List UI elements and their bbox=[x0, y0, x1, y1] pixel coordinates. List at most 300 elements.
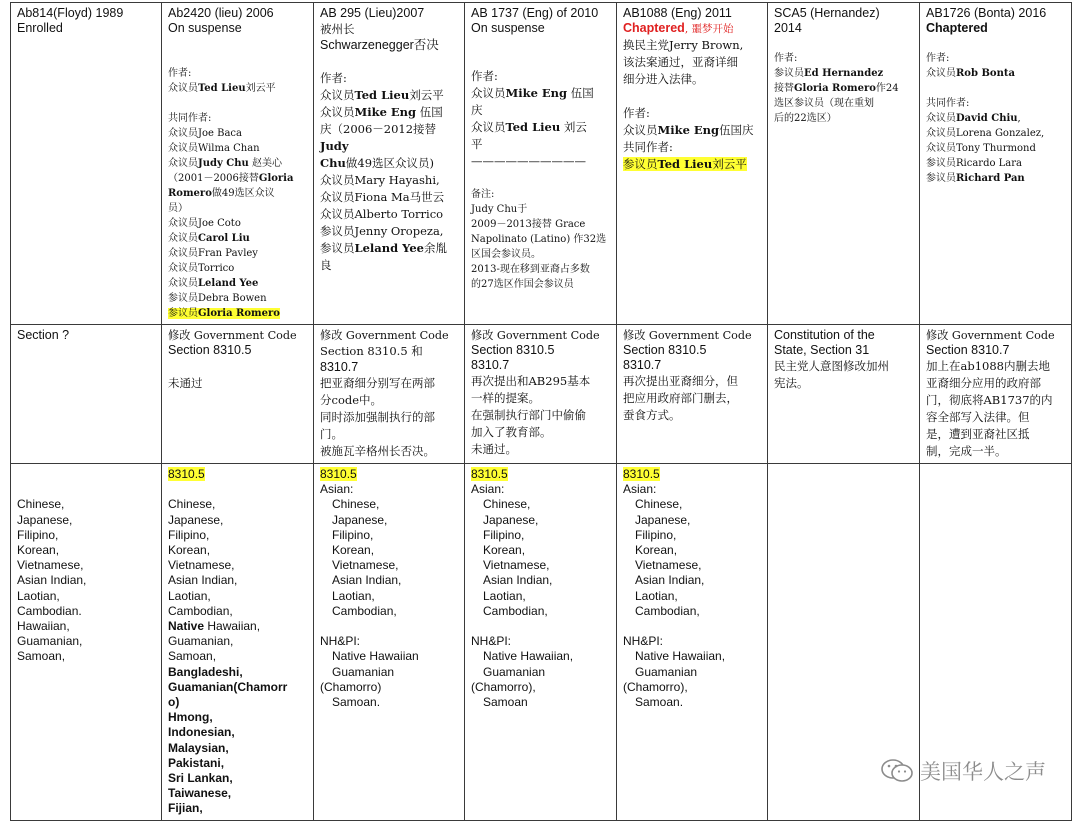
author-role: 作者: bbox=[774, 53, 798, 64]
highlight-mark bbox=[168, 308, 280, 319]
cell-section bbox=[768, 325, 920, 464]
author-line bbox=[320, 172, 458, 189]
section-line: 8310.7 bbox=[471, 358, 510, 372]
bill-status: On suspense bbox=[168, 21, 242, 35]
author-line bbox=[168, 81, 307, 96]
authors-list bbox=[623, 37, 761, 173]
group-item: Bangladeshi, bbox=[168, 664, 243, 679]
section-lines bbox=[17, 328, 155, 343]
author-line bbox=[926, 171, 1065, 186]
group-item: Korean, bbox=[635, 543, 678, 558]
author-role: 2013-现在移到亚裔占多数 bbox=[471, 264, 590, 275]
section-line: Section 8310.5 bbox=[471, 343, 555, 357]
chaptered-label: Chaptered bbox=[623, 21, 685, 35]
group-item bbox=[471, 467, 610, 482]
section-line: 修改 Government Code bbox=[471, 329, 600, 342]
author-role: 区国会参议员。 bbox=[471, 249, 541, 260]
author-role: Napolinato (Latino) 作32选 bbox=[471, 234, 607, 245]
author-role: 众议员Torrico bbox=[168, 263, 235, 274]
group-item: Filipino, bbox=[483, 527, 525, 542]
group-item: Sri Lankan, bbox=[168, 771, 233, 786]
group-item: (Chamorro) bbox=[320, 679, 382, 694]
author-line bbox=[168, 276, 307, 291]
author-line bbox=[471, 102, 610, 119]
author-name: Ed Hernandez bbox=[804, 68, 884, 79]
author-role: （2001－2006接替 bbox=[168, 173, 259, 184]
author-name: Ted Lieu bbox=[354, 88, 410, 102]
group-item: o) bbox=[168, 695, 180, 710]
group-item: Korean, bbox=[168, 543, 211, 558]
cell-header-ab1726 bbox=[920, 3, 1072, 325]
author-line bbox=[623, 122, 761, 139]
cell-header-ab814 bbox=[11, 3, 162, 325]
author-note: 伍国 bbox=[416, 105, 443, 119]
author-line bbox=[168, 291, 307, 306]
group-item: Guamanian bbox=[635, 664, 698, 679]
group-item bbox=[17, 467, 155, 482]
author-role: 作者: bbox=[623, 106, 650, 120]
author-name: Gloria Romero bbox=[198, 308, 280, 319]
group-item: Native Hawaiian, bbox=[483, 649, 574, 664]
group-item: Vietnamese, bbox=[483, 558, 550, 573]
group-item: Guamanian, bbox=[168, 634, 234, 649]
group-item: Cambodian, bbox=[635, 603, 700, 618]
group-item-rest: Hawaiian, bbox=[204, 619, 261, 634]
group-item: Vietnamese, bbox=[168, 558, 235, 573]
author-line bbox=[168, 216, 307, 231]
section-line: 是，遭到亚裔社区抵 bbox=[926, 427, 1030, 441]
cell-groups bbox=[314, 464, 465, 821]
group-item: Vietnamese, bbox=[332, 558, 399, 573]
author-role: 庆（2006－2012接替 bbox=[320, 122, 437, 136]
cell-section bbox=[617, 325, 768, 464]
author-role: 后的22选区） bbox=[774, 113, 837, 124]
group-item bbox=[320, 467, 458, 482]
author-line bbox=[926, 111, 1065, 126]
author-name: Judy bbox=[320, 139, 349, 153]
cell-section bbox=[920, 325, 1072, 464]
author-role: 众议员Fran Pavley bbox=[168, 248, 258, 259]
cell-header-ab2420 bbox=[162, 3, 314, 325]
group-item: Samoan. bbox=[635, 695, 684, 710]
author-role: 作者: bbox=[471, 69, 498, 83]
section-line: 在强制执行部门中偷偷 bbox=[471, 408, 586, 422]
bill-title: AB 295 (Lieu)2007 bbox=[320, 6, 425, 20]
section-line: 分code中。 bbox=[320, 393, 383, 407]
author-note: , bbox=[1017, 113, 1021, 124]
author-role: 众议员Joe Coto bbox=[168, 218, 241, 229]
author-role: 接替 bbox=[774, 83, 794, 94]
author-line bbox=[926, 141, 1065, 156]
group-item: Samoan, bbox=[17, 649, 66, 664]
group-item: Samoan bbox=[483, 695, 528, 710]
section-lines bbox=[168, 328, 307, 392]
group-item: Cambodian, bbox=[483, 603, 548, 618]
author-role: 选区参议员（现在重划 bbox=[774, 98, 874, 109]
author-line bbox=[471, 187, 610, 202]
author-role: 良 bbox=[320, 258, 332, 272]
author-line bbox=[168, 306, 307, 321]
group-item: Asian Indian, bbox=[635, 573, 705, 588]
author-role: 众议员 bbox=[168, 158, 198, 169]
author-name: Judy Chu bbox=[198, 158, 249, 169]
author-line bbox=[471, 277, 610, 292]
group-item: Guamanian(Chamorr bbox=[168, 679, 288, 694]
author-role: 众议员 bbox=[320, 88, 355, 102]
section-line: 未通过。 bbox=[471, 442, 517, 456]
author-note: 伍国庆 bbox=[719, 123, 754, 137]
group-item: Japanese, bbox=[332, 512, 388, 527]
author-line bbox=[774, 111, 913, 126]
group-item: Korean, bbox=[483, 543, 526, 558]
author-line bbox=[623, 88, 761, 105]
section-lines bbox=[623, 328, 761, 424]
group-list bbox=[320, 467, 458, 710]
section-line: 被施瓦辛格州长否决。 bbox=[320, 444, 435, 458]
cell-section bbox=[162, 325, 314, 464]
cell-header-ab295 bbox=[314, 3, 465, 325]
author-line bbox=[471, 85, 610, 102]
author-line bbox=[471, 136, 610, 153]
group-list bbox=[623, 467, 761, 710]
bill-title: SCA5 (Hernandez) bbox=[774, 6, 880, 20]
group-item bbox=[168, 482, 307, 497]
author-line bbox=[320, 189, 458, 206]
author-note: 伍国 bbox=[567, 86, 594, 100]
bill-status: 被州长 bbox=[320, 22, 355, 36]
author-line bbox=[926, 81, 1065, 96]
author-line bbox=[168, 201, 307, 216]
author-name: Ted Lieu bbox=[657, 157, 713, 171]
bill-title: AB 1737 (Eng) of 2010 bbox=[471, 6, 599, 20]
group-item: Pakistani, bbox=[168, 755, 225, 770]
author-role: 2009－2013接替 Grace bbox=[471, 219, 586, 230]
watermark-text: 美国华人之声 bbox=[920, 760, 1046, 784]
section-lines bbox=[320, 328, 458, 460]
author-line bbox=[623, 105, 761, 122]
author-role: 众议员 bbox=[926, 68, 956, 79]
section-line: 民主党人意图修改加州 bbox=[774, 359, 889, 373]
author-line bbox=[926, 51, 1065, 66]
authors-list bbox=[320, 53, 458, 274]
author-line bbox=[471, 170, 610, 187]
group-item bbox=[320, 619, 458, 634]
cell-groups bbox=[617, 464, 768, 821]
group-item: Chinese, bbox=[17, 497, 65, 512]
author-note: 赵美心 bbox=[248, 158, 282, 169]
group-item: Chinese, bbox=[168, 497, 216, 512]
author-role: 众议员 bbox=[471, 120, 506, 134]
group-item: Filipino, bbox=[17, 527, 59, 542]
group-item: Hmong, bbox=[168, 710, 213, 725]
section-line: 门，彻底将AB1737的内 bbox=[926, 393, 1053, 407]
author-name: Mike Eng bbox=[505, 86, 568, 100]
author-line bbox=[926, 96, 1065, 111]
author-role: 参议员Jenny Oropeza, bbox=[320, 224, 444, 238]
section-line: 再次提出和AB295基本 bbox=[471, 374, 591, 388]
author-role: 众议员 bbox=[168, 278, 198, 289]
section-lines bbox=[774, 328, 913, 392]
author-role: 共同作者: bbox=[623, 140, 673, 154]
group-item: Asian: bbox=[471, 482, 505, 497]
author-role: 该法案通过，亚裔详细 bbox=[623, 55, 738, 69]
author-role: 众议员Wilma Chan bbox=[168, 143, 260, 154]
section-line: 把亚裔细分别写在两部 bbox=[320, 376, 435, 390]
section-line: 同时添加强制执行的部 bbox=[320, 410, 435, 424]
author-name: Romero bbox=[168, 188, 212, 199]
authors-list bbox=[168, 51, 307, 321]
section-line: Section ? bbox=[17, 328, 70, 342]
author-role: 众议员Mary Hayashi, bbox=[320, 173, 440, 187]
section-line: 修改 Government Code bbox=[320, 329, 449, 342]
author-line bbox=[623, 54, 761, 71]
section-line: 容全部写入法律。但 bbox=[926, 410, 1030, 424]
group-item: Hawaiian, bbox=[17, 619, 70, 634]
section-line: 加入了教育部。 bbox=[471, 425, 552, 439]
author-line bbox=[623, 37, 761, 54]
group-item bbox=[623, 619, 761, 634]
author-role: 细分进入法律。 bbox=[623, 72, 704, 86]
author-note: 做49选区众议员) bbox=[345, 156, 434, 170]
section-line: 修改 Government Code bbox=[168, 329, 297, 342]
author-name: Gloria bbox=[258, 173, 294, 184]
author-note: 刘云平 bbox=[245, 83, 276, 94]
authors-list bbox=[774, 36, 913, 126]
section-line: 再次提出亚裔细分，但 bbox=[623, 374, 738, 388]
section-line: 把应用政府部门删去， bbox=[623, 391, 738, 405]
section-line: 蚕食方式。 bbox=[623, 408, 681, 422]
author-line bbox=[471, 68, 610, 85]
author-line bbox=[623, 71, 761, 88]
author-note: 做49选区众议 bbox=[211, 188, 275, 199]
author-name: Leland Yee bbox=[354, 241, 424, 255]
table-row-header bbox=[11, 3, 1072, 325]
author-name: Ted Lieu bbox=[198, 83, 246, 94]
author-line bbox=[168, 156, 307, 171]
group-item-bold: Native bbox=[168, 619, 205, 634]
group-item: Japanese, bbox=[168, 512, 224, 527]
author-line bbox=[320, 206, 458, 223]
group-item: Guamanian, bbox=[17, 634, 83, 649]
group-item: Laotian, bbox=[332, 588, 375, 603]
group-item: Cambodian, bbox=[332, 603, 397, 618]
author-note: 余胤 bbox=[423, 241, 447, 255]
section-line bbox=[168, 358, 307, 375]
author-role: 换民主党Jerry Brown, bbox=[623, 38, 744, 52]
cell-groups bbox=[11, 464, 162, 821]
author-role: 众议员Fiona Ma马世云 bbox=[320, 190, 445, 204]
section-line: 门。 bbox=[320, 427, 343, 441]
section-line: Constitution of the bbox=[774, 328, 875, 342]
section-line: 一样的提案。 bbox=[471, 391, 540, 405]
author-role: 参议员 bbox=[320, 241, 355, 255]
author-name: Richard Pan bbox=[956, 173, 1025, 184]
group-item: Malaysian, bbox=[168, 740, 229, 755]
group-item: Guamanian bbox=[332, 664, 395, 679]
group-list bbox=[17, 467, 155, 665]
group-item: Laotian, bbox=[168, 588, 211, 603]
section-line: 加上在ab1088内删去地 bbox=[926, 359, 1050, 373]
author-line bbox=[168, 231, 307, 246]
group-item: Chinese, bbox=[332, 497, 380, 512]
group-item: NH&PI: bbox=[320, 634, 361, 649]
author-role: 参议员Debra Bowen bbox=[168, 293, 267, 304]
group-code-highlight: 8310.5 bbox=[623, 467, 660, 481]
group-list bbox=[471, 467, 610, 710]
section-line: 修改 Government Code bbox=[623, 329, 752, 342]
group-item: Korean, bbox=[332, 543, 375, 558]
bill-title: Ab2420 (lieu) 2006 bbox=[168, 6, 274, 20]
author-line bbox=[471, 119, 610, 136]
bill-status: Chaptered bbox=[926, 21, 988, 35]
group-item: Laotian, bbox=[17, 588, 60, 603]
section-line: Section 8310.7 bbox=[926, 343, 1010, 357]
section-line: Section 8310.5 bbox=[623, 343, 707, 357]
author-role: 的27选区作国会参议员 bbox=[471, 279, 574, 290]
section-lines bbox=[471, 328, 610, 458]
author-name: Mike Eng bbox=[657, 123, 720, 137]
bill-status-line2: Schwarzenegger否决 bbox=[320, 38, 439, 52]
group-item bbox=[168, 619, 307, 634]
group-item: Asian Indian, bbox=[17, 573, 87, 588]
author-role: 众议员Lorena Gonzalez, bbox=[926, 128, 1045, 139]
group-item: Asian: bbox=[320, 482, 354, 497]
author-role: 作者: bbox=[926, 53, 950, 64]
author-role: 参议员 bbox=[623, 157, 658, 171]
author-line bbox=[168, 66, 307, 81]
group-item: Laotian, bbox=[483, 588, 526, 603]
author-name: David Chiu bbox=[956, 113, 1018, 124]
author-line bbox=[926, 36, 1065, 51]
author-role: 作者: bbox=[320, 71, 347, 85]
cell-header-ab1088 bbox=[617, 3, 768, 325]
group-item: Fijian, bbox=[168, 801, 203, 816]
cell-section bbox=[11, 325, 162, 464]
group-item: Cambodian, bbox=[168, 603, 233, 618]
authors-list bbox=[471, 51, 610, 292]
group-item: Samoan, bbox=[168, 649, 217, 664]
nightmare-label: , 噩梦开始 bbox=[684, 23, 734, 35]
author-line bbox=[623, 139, 761, 156]
author-role: 众议员 bbox=[320, 105, 355, 119]
author-name: Ted Lieu bbox=[505, 120, 561, 134]
author-name: Mike Eng bbox=[354, 105, 417, 119]
group-item: (Chamorro), bbox=[471, 679, 536, 694]
author-line bbox=[320, 70, 458, 87]
group-item bbox=[17, 482, 155, 497]
author-role: 参议员 bbox=[774, 68, 804, 79]
group-item bbox=[471, 619, 610, 634]
author-role: 作者: bbox=[168, 68, 192, 79]
section-line: Section 8310.5 bbox=[168, 343, 252, 357]
group-item: Native Hawaiian, bbox=[635, 649, 726, 664]
author-role: 参议员 bbox=[926, 173, 956, 184]
author-role: 共同作者: bbox=[926, 98, 970, 109]
author-line bbox=[320, 257, 458, 274]
author-line bbox=[168, 51, 307, 66]
group-item: NH&PI: bbox=[623, 634, 664, 649]
group-item: Japanese, bbox=[635, 512, 691, 527]
author-line bbox=[320, 223, 458, 240]
author-role: 众议员 bbox=[623, 123, 658, 137]
group-item: Indonesian, bbox=[168, 725, 235, 740]
author-role: 共同作者: bbox=[168, 113, 212, 124]
group-item: Guamanian bbox=[483, 664, 546, 679]
group-item: Chinese, bbox=[635, 497, 683, 512]
author-line bbox=[320, 53, 458, 70]
author-role: 众议员 bbox=[471, 86, 506, 100]
author-name: Leland Yee bbox=[198, 278, 259, 289]
author-line bbox=[168, 141, 307, 156]
cell-header-sca5 bbox=[768, 3, 920, 325]
author-line bbox=[471, 51, 610, 68]
cell-header-ab1737 bbox=[465, 3, 617, 325]
author-role: 众议员Joe Baca bbox=[168, 128, 242, 139]
group-item: Filipino, bbox=[635, 527, 677, 542]
author-line bbox=[320, 121, 458, 155]
group-item: Asian Indian, bbox=[168, 573, 238, 588]
wechat-icon bbox=[880, 758, 914, 784]
bill-status: 2014 bbox=[774, 21, 802, 35]
bill-title: AB1726 (Bonta) 2016 bbox=[926, 6, 1047, 20]
author-line bbox=[471, 262, 610, 277]
group-item: Native Hawaiian bbox=[332, 649, 419, 664]
group-item bbox=[168, 467, 307, 482]
group-item: Cambodian. bbox=[17, 603, 82, 618]
author-line bbox=[926, 66, 1065, 81]
author-line bbox=[471, 247, 610, 262]
author-line bbox=[168, 126, 307, 141]
author-note: 刘云 bbox=[560, 120, 587, 134]
author-role: 众议员Tony Thurmond bbox=[926, 143, 1036, 154]
author-role: 员） bbox=[168, 203, 188, 214]
watermark bbox=[880, 756, 1046, 786]
section-line: 修改 Government Code bbox=[926, 329, 1055, 342]
group-item: (Chamorro), bbox=[623, 679, 688, 694]
author-role: 众议员Alberto Torrico bbox=[320, 207, 444, 221]
author-line bbox=[774, 36, 913, 51]
author-line bbox=[926, 126, 1065, 141]
section-line: 制，完成一半。 bbox=[926, 444, 1007, 458]
group-item: Asian: bbox=[623, 482, 657, 497]
cell-groups bbox=[465, 464, 617, 821]
group-item: Laotian, bbox=[635, 588, 678, 603]
author-role: 庆 bbox=[471, 103, 483, 117]
author-line bbox=[168, 186, 307, 201]
group-code-highlight: 8310.5 bbox=[168, 467, 205, 481]
author-line bbox=[471, 217, 610, 232]
group-item: Asian Indian, bbox=[332, 573, 402, 588]
author-line bbox=[168, 96, 307, 111]
table-row-section bbox=[11, 325, 1072, 464]
group-item: NH&PI: bbox=[471, 634, 512, 649]
author-line bbox=[471, 202, 610, 217]
group-item: Vietnamese, bbox=[635, 558, 702, 573]
section-line: 8310.7 bbox=[320, 360, 359, 374]
group-item: Korean, bbox=[17, 543, 60, 558]
author-name: Chu bbox=[320, 156, 346, 170]
authors-list bbox=[926, 36, 1065, 186]
author-note: 刘云平 bbox=[409, 88, 444, 102]
bill-title: AB1088 (Eng) 2011 bbox=[623, 6, 732, 20]
bill-status: Enrolled bbox=[17, 21, 63, 35]
author-line bbox=[320, 104, 458, 121]
author-role: 备注: bbox=[471, 189, 495, 200]
group-item: Vietnamese, bbox=[17, 558, 84, 573]
group-item: Chinese, bbox=[483, 497, 531, 512]
author-role: 众议员 bbox=[168, 83, 198, 94]
author-name: Rob Bonta bbox=[956, 68, 1015, 79]
